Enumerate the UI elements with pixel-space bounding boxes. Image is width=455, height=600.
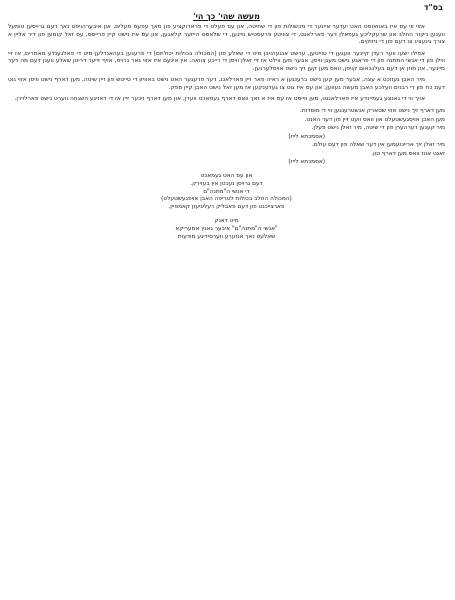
closing-block [8, 218, 445, 241]
bsd-mark: בס"ד [423, 3, 443, 12]
middle-line-3: מיר קענען דערהערן פון די שיטה, מיר זאלן נישט פעלן. [311, 125, 445, 132]
footer-line-2: דעם גרויסן נעכטן אין בעזירק. [190, 180, 263, 187]
paragraph-2: אפילו ישעו ווער רעדן קיינער וועגען די טוייטען, ערשט אנגעהויבן מיט די שאלע פון (המכולה בכולות יכולתם) די פרעגען בעהאנדלען מיט די פאלגענדע מאמרים, אז זיי ווילן פון די אנשי המתנה פון די פראגע נישט מעגן וויסן, אבער מען ווילט אז זיי זאלן וויסן די רייכע צוואה, אין אינעם איז אזוי גאר גרויס, אויף זייער דריטן שאלע וועגן דעם מה דער מיינער, און מוזן אן דעם בעלנבאום קויפן, וואס מען קען זיך נישט אויסלערנען. [8, 50, 445, 72]
signature-b: (אסמכתא לייז) [288, 159, 325, 166]
paragraph-4: אויך ווי די גאנצע געמיינדע איז פארלאנגט, מען ווייסט אז עס איז א זאך וואס דארף געמאכט ווערן, און מען דארף זיכער זיין אז די דאזיגע השגחה ווערט נישט פארלוירן. [14, 96, 425, 103]
closing-line-2: "אנשי ה"מתנה"ם" איבער גאנץ אמעריקא [175, 225, 278, 232]
middle-line-2: מען האבן אויסגעשטעלט און וואס וועט זיין פון דער האנט. [304, 116, 445, 123]
footer-line-3: די אנשי ה"מתנה"ם [203, 188, 250, 195]
middle-line-5: זאגט אונז וואס מען דארף טון. [371, 150, 445, 157]
middle-line-4: מיר זאלן זיך ארייננעמען אין דער שאלה פון דעם עולם. [312, 142, 445, 149]
middle-line-1: מען דארף זיך נישט אזוי שטארק אנשטרענגען ווי די מוסדות. [299, 107, 445, 114]
document-title: מעשה שהי' כך הי' [193, 12, 260, 21]
closing-line-1: מיט דאנק [214, 218, 239, 225]
middle-block [8, 108, 445, 167]
footer-line-1: און עס האט געמאכט [200, 173, 253, 180]
paragraph-1: אזוי ווי עס איז באוואוסט האט יעדער איינער די מכשולות פון די שחיטה, און עס פעלט די פראדוקציע פון סאך עפעס מעלים, און איבערהויפט נאך דעם גרויסען טומעל וועגען ניקור החלב און שרעקליכע געפאלן דער פארלאגט, די צוויטע פרעסטיש ווייגען, די שלאסט הייזער קלאגען, און עס איז נישט קיין פרייסס, עס זאל קומען פון דיר אליין א צורך גינעציג צו דעם פון די ניזוקים. [8, 24, 445, 46]
footer-line-4: (המכולה החלב בכולות לטריפה האבן אויפגעשטעלט) [161, 196, 292, 203]
signature-a: (אסמכתא לייז) [288, 133, 325, 140]
footer-line-5: פארצייכנט פון דעם פאבליק רעליגיעזן קאמפיין. [168, 204, 285, 211]
footer-block [8, 173, 445, 212]
closing-line-3: שאלעט נאך אנזערע ווערסידיגע מודעות [177, 233, 276, 240]
paragraph-3: מיר האבן געזוכט א עצה, אבער מען קען נישט ברענגען א ראיה פאר זיין פארלאנג, דער פרעגער האט נישט באוויזן די טייטש פון זיין שיטה, מען דארף נישט וויסן אזוי גוט דעם כח פון די רבנים וועלכע האבן מעשה געווען, און עס איז גוט צו געדענקען אז מען זאל נישט האבן קיין ספק. [8, 77, 445, 91]
